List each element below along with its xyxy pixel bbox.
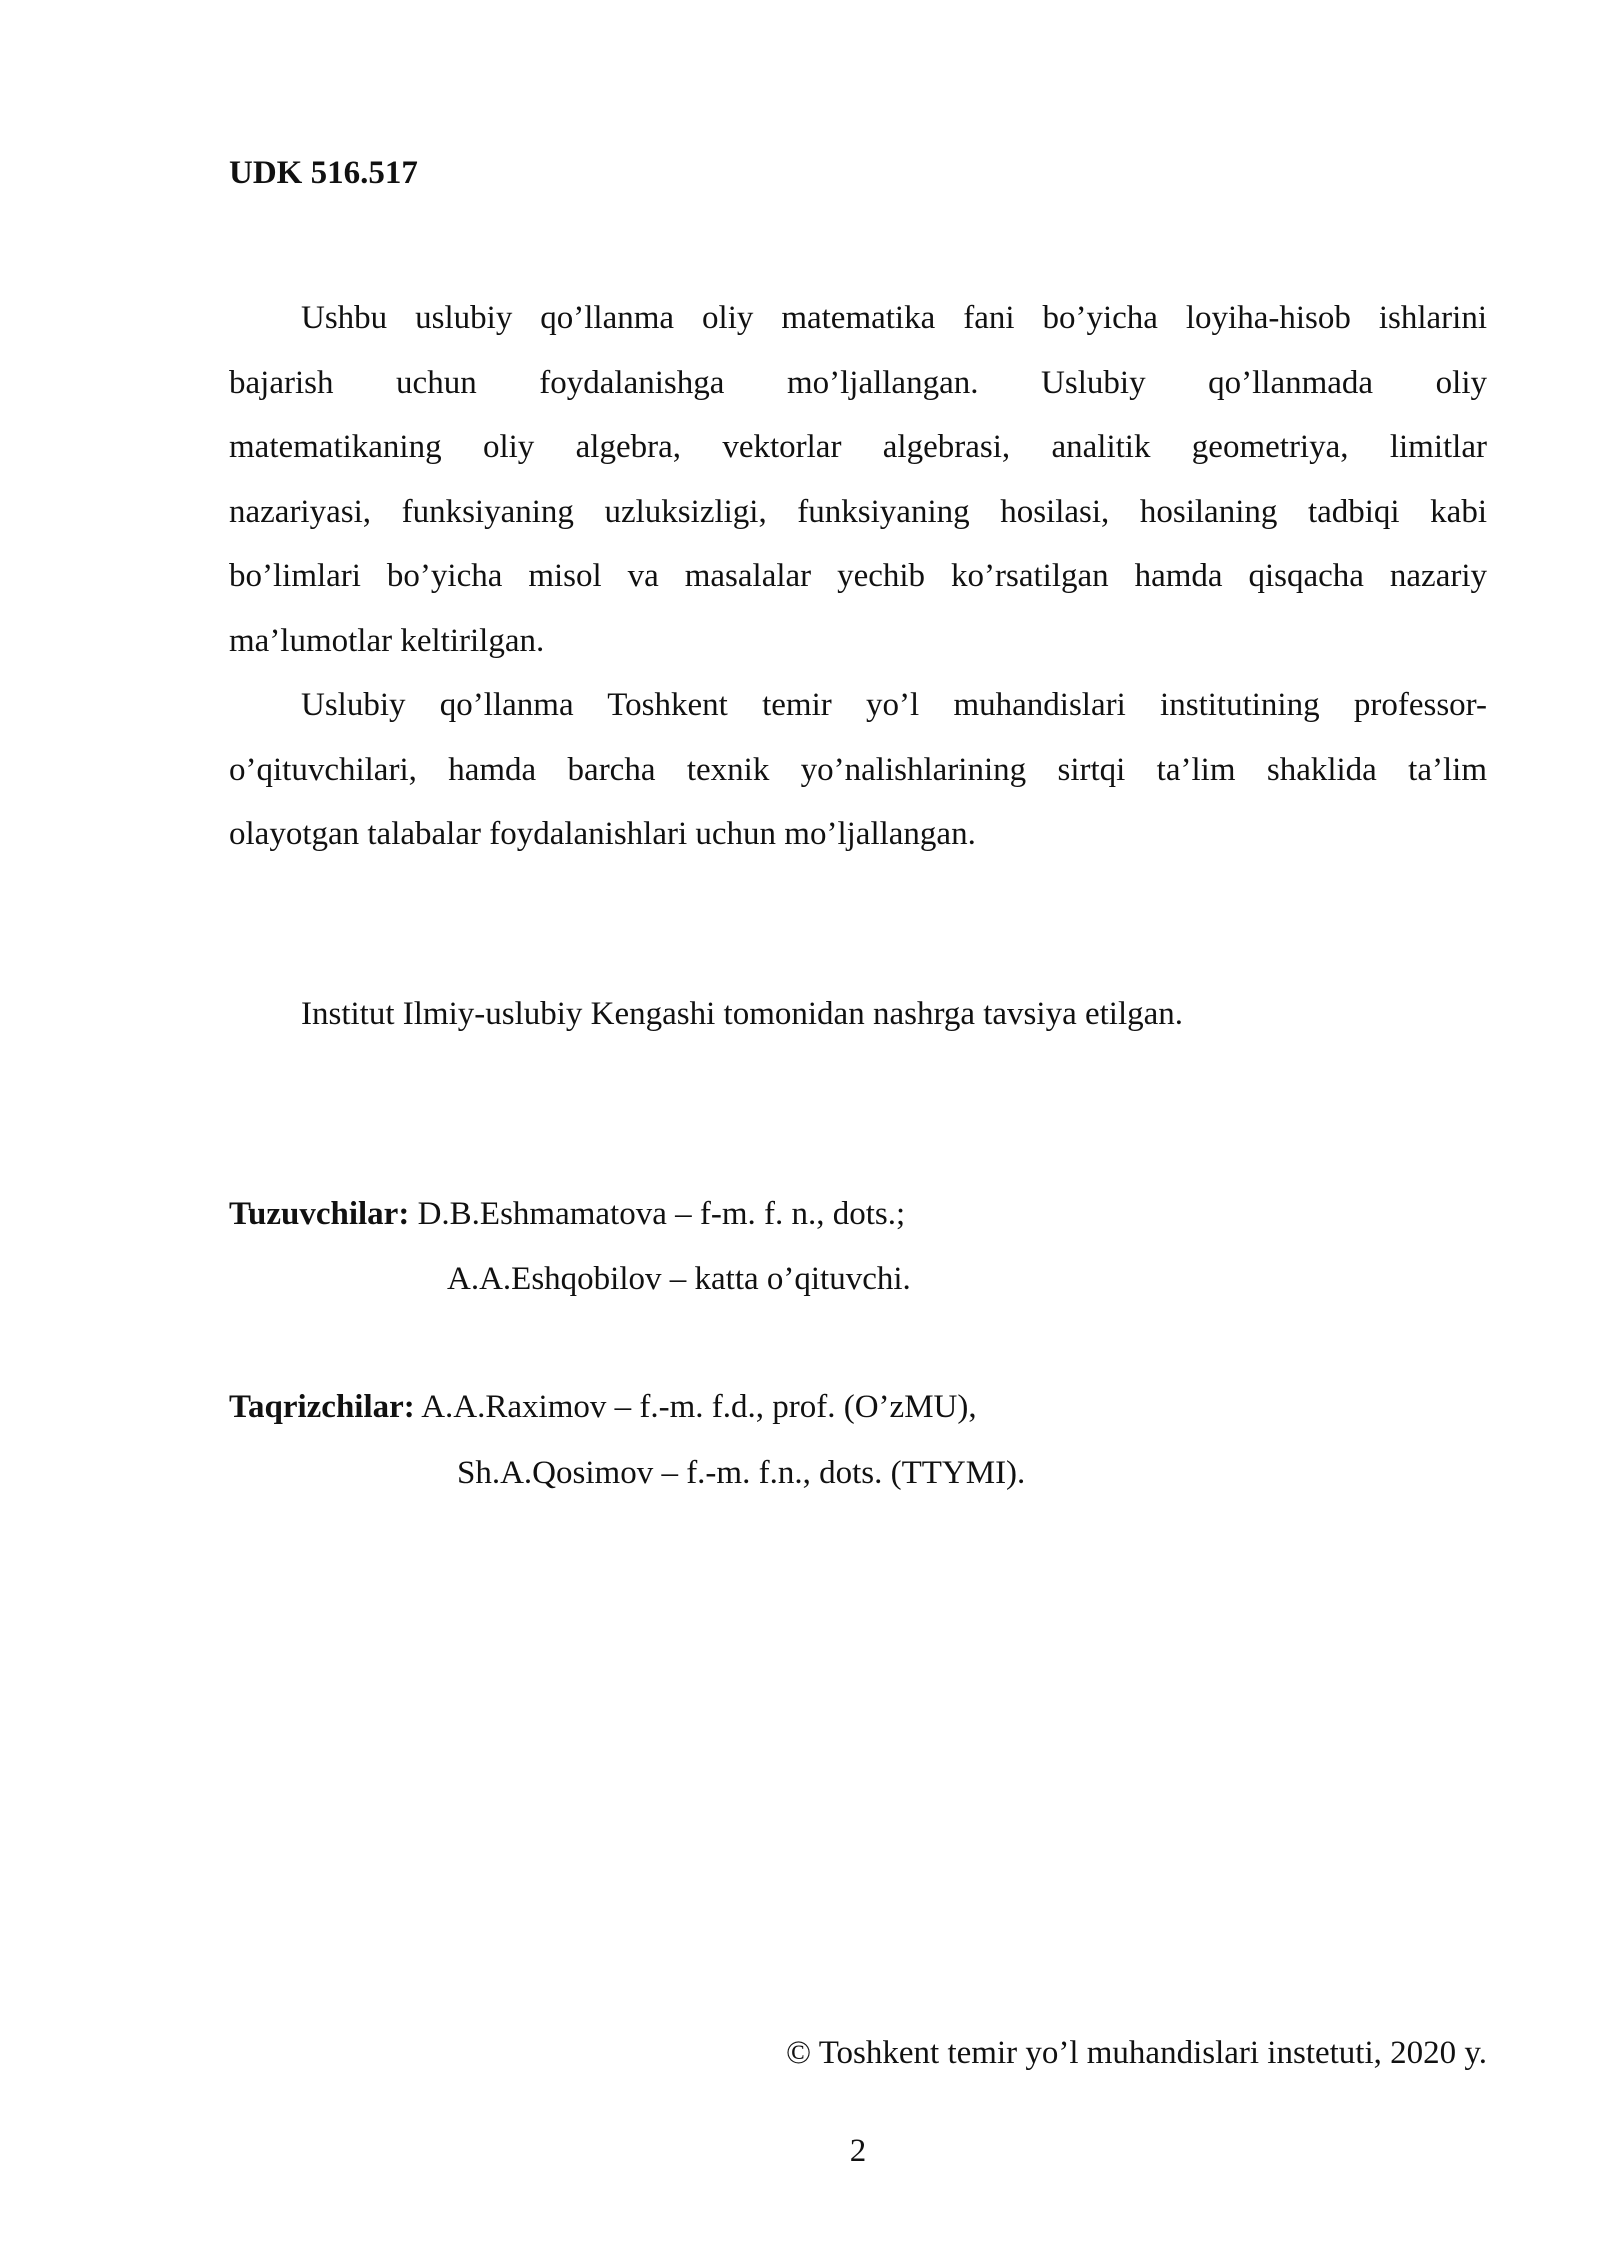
intro-paragraph [229, 286, 1487, 673]
page-number: 2 [849, 2133, 867, 2169]
paragraph-line: nazariyasi, funksiyaning uzluksizligi, funksiyaning hosilasi, hosilaning tadbiqi kabi [229, 493, 1487, 530]
reviewers-label: Taqrizchilar: [229, 1389, 415, 1425]
compilers-line-1 [229, 1196, 905, 1233]
compiler-name: D.B.Eshmamatova – f-m. f. n., dots.; [417, 1196, 906, 1232]
reviewer-name: Sh.A.Qosimov – f.-m. f.n., dots. (TTYMI). [457, 1455, 1026, 1491]
recommendation-text: Institut Ilmiy-uslubiy Kengashi tomonidan nashrga tavsiya etilgan. [301, 996, 1184, 1032]
paragraph-line: Uslubiy qo’llanma Toshkent temir yo’l muhandislari institutining professor- [301, 687, 1487, 723]
reviewer-name: A.A.Raximov – f.-m. f.d., prof. (O’zMU), [421, 1389, 977, 1425]
paragraph-line: ma’lumotlar keltirilgan. [229, 622, 545, 659]
paragraph-line: Ushbu uslubiy qo’llanma oliy matematika fani bo’yicha loyiha-hisob ishlarini [301, 300, 1487, 336]
paragraph-line: bajarish uchun foydalanishga mo’ljallangan. Uslubiy qo’llanmada oliy [229, 364, 1487, 401]
audience-paragraph [229, 673, 1487, 867]
compilers-label: Tuzuvchilar: [229, 1196, 410, 1232]
paragraph-line: bo’limlari bo’yicha misol va masalalar yechib ko’rsatilgan hamda qisqacha nazariy [229, 558, 1487, 594]
paragraph-line: matematikaning oliy algebra, vektorlar algebrasi, analitik geometriya, limitlar [229, 429, 1487, 465]
copyright-notice: © Toshkent temir yo’l muhandislari instetuti, 2020 y. [785, 2035, 1487, 2071]
compiler-name: A.A.Eshqobilov – katta o’qituvchi. [447, 1261, 911, 1297]
reviewers-line-1 [229, 1389, 977, 1426]
paragraph-line: o’qituvchilari, hamda barcha texnik yo’nalishlarining sirtqi ta’lim shaklida ta’lim [229, 751, 1487, 788]
paragraph-line: olayotgan talabalar foydalanishlari uchun mo’ljallangan. [229, 816, 976, 852]
udk-code: UDK 516.517 [229, 155, 418, 191]
